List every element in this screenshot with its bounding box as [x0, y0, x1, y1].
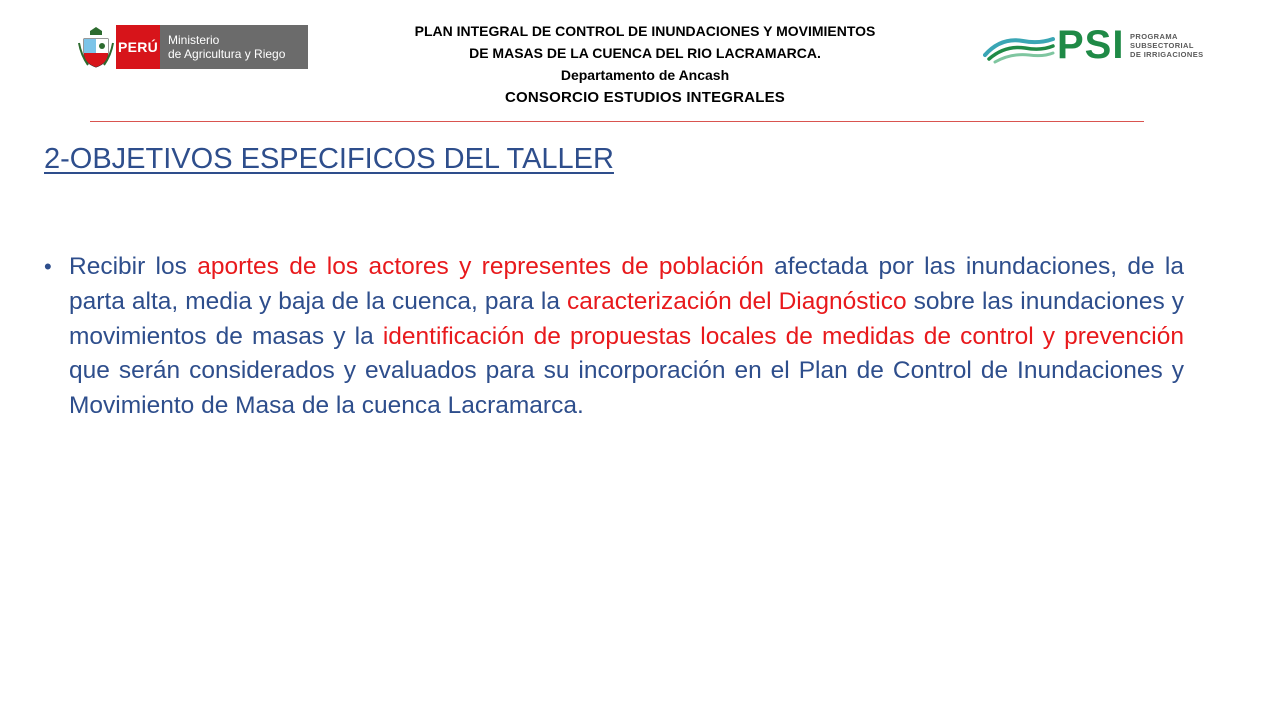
- section-title: 2-OBJETIVOS ESPECIFICOS DEL TALLER: [44, 143, 614, 175]
- highlighted-segment: caracterización del Diagnóstico: [567, 287, 907, 315]
- text-segment: Recibir los: [69, 253, 198, 280]
- psi-subtitle: [1130, 32, 1204, 59]
- psi-letters: PSI: [1057, 23, 1125, 67]
- psi-sub-line-2: SUBSECTORIAL: [1130, 41, 1194, 50]
- text-segment: que serán considerados y evaluados para su incorporación en el Plan de Control de Inundaciones y Movimiento de Masa de la cuenca Lacramarca.: [69, 357, 1184, 420]
- ministry-logo: [78, 25, 308, 69]
- water-waves-icon: [983, 29, 1055, 65]
- header-line-2: DE MASAS DE LA CUENCA DEL RIO LACRAMARCA.: [469, 45, 821, 61]
- psi-logo: [983, 23, 1213, 67]
- header-title: [330, 20, 960, 110]
- header-line-3: Departamento de Ancash: [560, 67, 730, 83]
- header-divider: [90, 121, 1144, 122]
- psi-sub-line-3: DE IRRIGACIONES: [1130, 50, 1204, 59]
- highlighted-segment: aportes de los actores y representes de población: [197, 253, 764, 280]
- psi-sub-line-1: PROGRAMA: [1130, 32, 1178, 41]
- peru-coat-of-arms-icon: [78, 25, 114, 69]
- bullet-text: [69, 250, 1184, 424]
- ministry-label: [160, 25, 308, 69]
- header-line-1: PLAN INTEGRAL DE CONTROL DE INUNDACIONES Y MOVIMIENTOS: [414, 23, 876, 39]
- bullet-item: [44, 250, 1184, 424]
- highlighted-segment: identificación de propuestas locales de medidas de control y prevención: [382, 322, 1184, 350]
- text-segment: afectada por las inundaciones, de la parta alta, media y baja de la cuenca, para la: [69, 253, 1184, 315]
- bullet-marker: •: [44, 254, 52, 279]
- ministry-line-1: Ministerio: [168, 33, 220, 47]
- peru-label: PERÚ: [116, 25, 160, 69]
- ministry-line-2: de Agricultura y Riego: [168, 47, 286, 61]
- header-line-4: CONSORCIO ESTUDIOS INTEGRALES: [505, 89, 785, 106]
- text-segment: sobre las inundaciones y movimientos de masas y la: [69, 287, 1184, 350]
